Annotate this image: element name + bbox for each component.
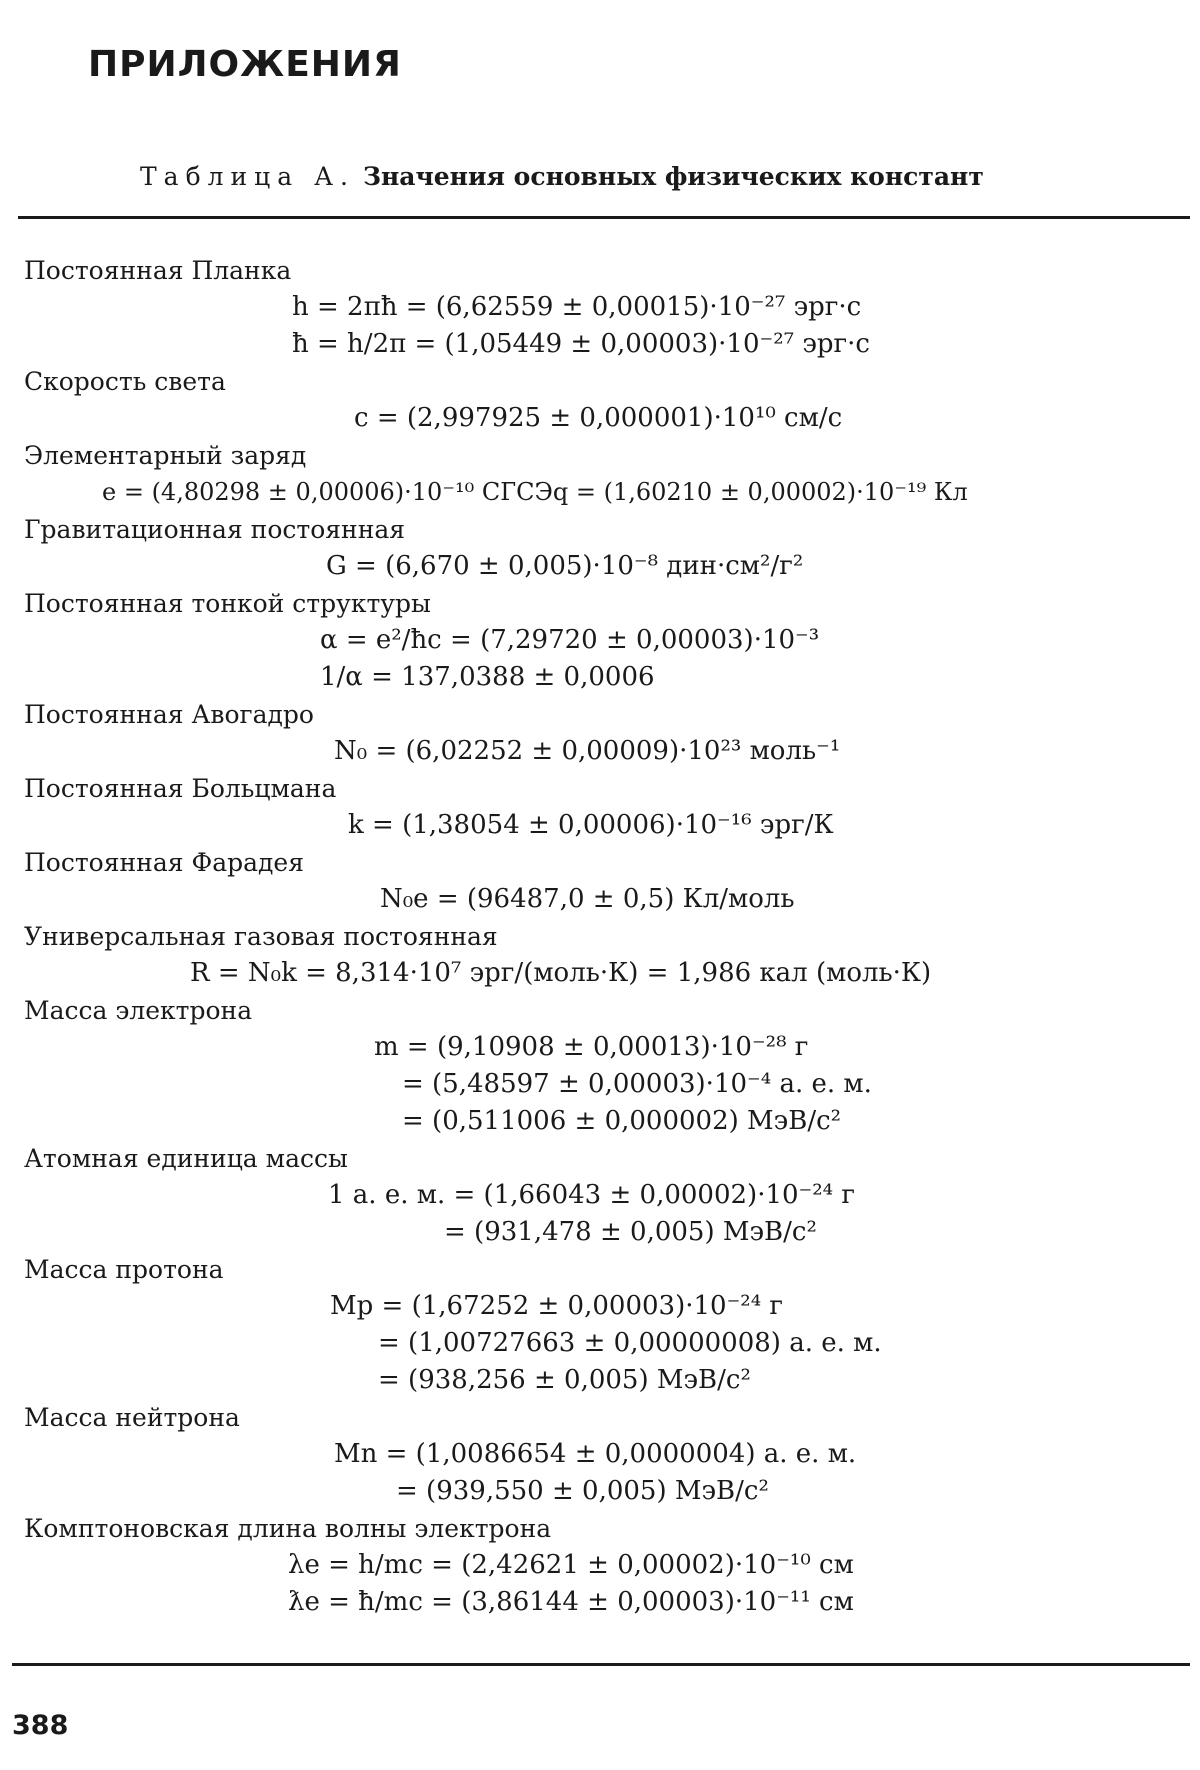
constant-formula: Mn = (1,0086654 ± 0,0000004) а. е. м. bbox=[334, 1439, 857, 1469]
constant-formula: e = (4,80298 ± 0,00006)·10⁻¹⁰ СГСЭq = (1,60210 ± 0,00002)·10⁻¹⁹ Кл bbox=[102, 478, 968, 506]
constant-formula: N₀ = (6,02252 ± 0,00009)·10²³ моль⁻¹ bbox=[334, 736, 841, 766]
constant-name: Гравитационная постоянная bbox=[24, 515, 406, 544]
table-title: Значения основных физических констант bbox=[362, 162, 984, 191]
constant-name: Постоянная тонкой структуры bbox=[24, 589, 431, 618]
constant-formula: N₀e = (96487,0 ± 0,5) Кл/моль bbox=[380, 884, 795, 914]
constant-name: Постоянная Фарадея bbox=[24, 848, 304, 877]
table-caption bbox=[140, 162, 984, 191]
constant-formula: c = (2,997925 ± 0,000001)·10¹⁰ см/с bbox=[354, 403, 843, 433]
constant-formula: m = (9,10908 ± 0,00013)·10⁻²⁸ г bbox=[374, 1032, 809, 1062]
constant-formula: ħ = h/2π = (1,05449 ± 0,00003)·10⁻²⁷ эрг·с bbox=[292, 329, 870, 359]
constant-formula: h = 2πħ = (6,62559 ± 0,00015)·10⁻²⁷ эрг·с bbox=[292, 292, 862, 322]
constant-formula: 1/α = 137,0388 ± 0,0006 bbox=[320, 662, 655, 692]
constant-formula: = (5,48597 ± 0,00003)·10⁻⁴ а. е. м. bbox=[402, 1069, 872, 1099]
constant-name: Атомная единица массы bbox=[24, 1144, 348, 1173]
constant-formula: Mp = (1,67252 ± 0,00003)·10⁻²⁴ г bbox=[330, 1291, 784, 1321]
constant-formula: = (1,00727663 ± 0,00000008) а. е. м. bbox=[378, 1328, 882, 1358]
constant-name: Скорость света bbox=[24, 367, 226, 396]
constant-formula: α = e²/ħc = (7,29720 ± 0,00003)·10⁻³ bbox=[320, 625, 820, 655]
page-title: ПРИЛОЖЕНИЯ bbox=[88, 44, 402, 85]
constants-list bbox=[24, 252, 1184, 1621]
constant-name: Универсальная газовая постоянная bbox=[24, 922, 498, 951]
constant-name: Масса протона bbox=[24, 1255, 224, 1284]
constant-formula: G = (6,670 ± 0,005)·10⁻⁸ дин·см²/г² bbox=[326, 551, 804, 581]
constant-formula: λe = h/mc = (2,42621 ± 0,00002)·10⁻¹⁰ см bbox=[288, 1550, 854, 1580]
bottom-rule bbox=[12, 1663, 1190, 1666]
constant-name: Постоянная Планка bbox=[24, 256, 292, 285]
constant-name: Постоянная Больцмана bbox=[24, 774, 337, 803]
constant-name: Масса электрона bbox=[24, 996, 253, 1025]
constant-formula: = (0,511006 ± 0,000002) МэВ/c² bbox=[402, 1106, 842, 1136]
constant-name: Элементарный заряд bbox=[24, 441, 307, 470]
constant-name: Комптоновская длина волны электрона bbox=[24, 1514, 552, 1543]
constant-formula: 1 а. е. м. = (1,66043 ± 0,00002)·10⁻²⁴ г bbox=[328, 1180, 855, 1210]
constant-formula: = (931,478 ± 0,005) МэВ/c² bbox=[444, 1217, 817, 1247]
top-rule bbox=[18, 216, 1190, 219]
table-label: Таблица А. bbox=[140, 162, 355, 191]
constant-formula: = (939,550 ± 0,005) МэВ/c² bbox=[396, 1476, 769, 1506]
page-number: 388 bbox=[12, 1710, 69, 1741]
constant-formula: ƛe = ħ/mc = (3,86144 ± 0,00003)·10⁻¹¹ см bbox=[288, 1587, 854, 1617]
constant-formula: = (938,256 ± 0,005) МэВ/c² bbox=[378, 1365, 751, 1395]
constant-name: Масса нейтрона bbox=[24, 1403, 240, 1432]
constant-name: Постоянная Авогадро bbox=[24, 700, 314, 729]
constant-formula: k = (1,38054 ± 0,00006)·10⁻¹⁶ эрг/К bbox=[348, 810, 834, 840]
constant-formula: R = N₀k = 8,314·10⁷ эрг/(моль·К) = 1,986 кал (моль·К) bbox=[190, 958, 932, 988]
